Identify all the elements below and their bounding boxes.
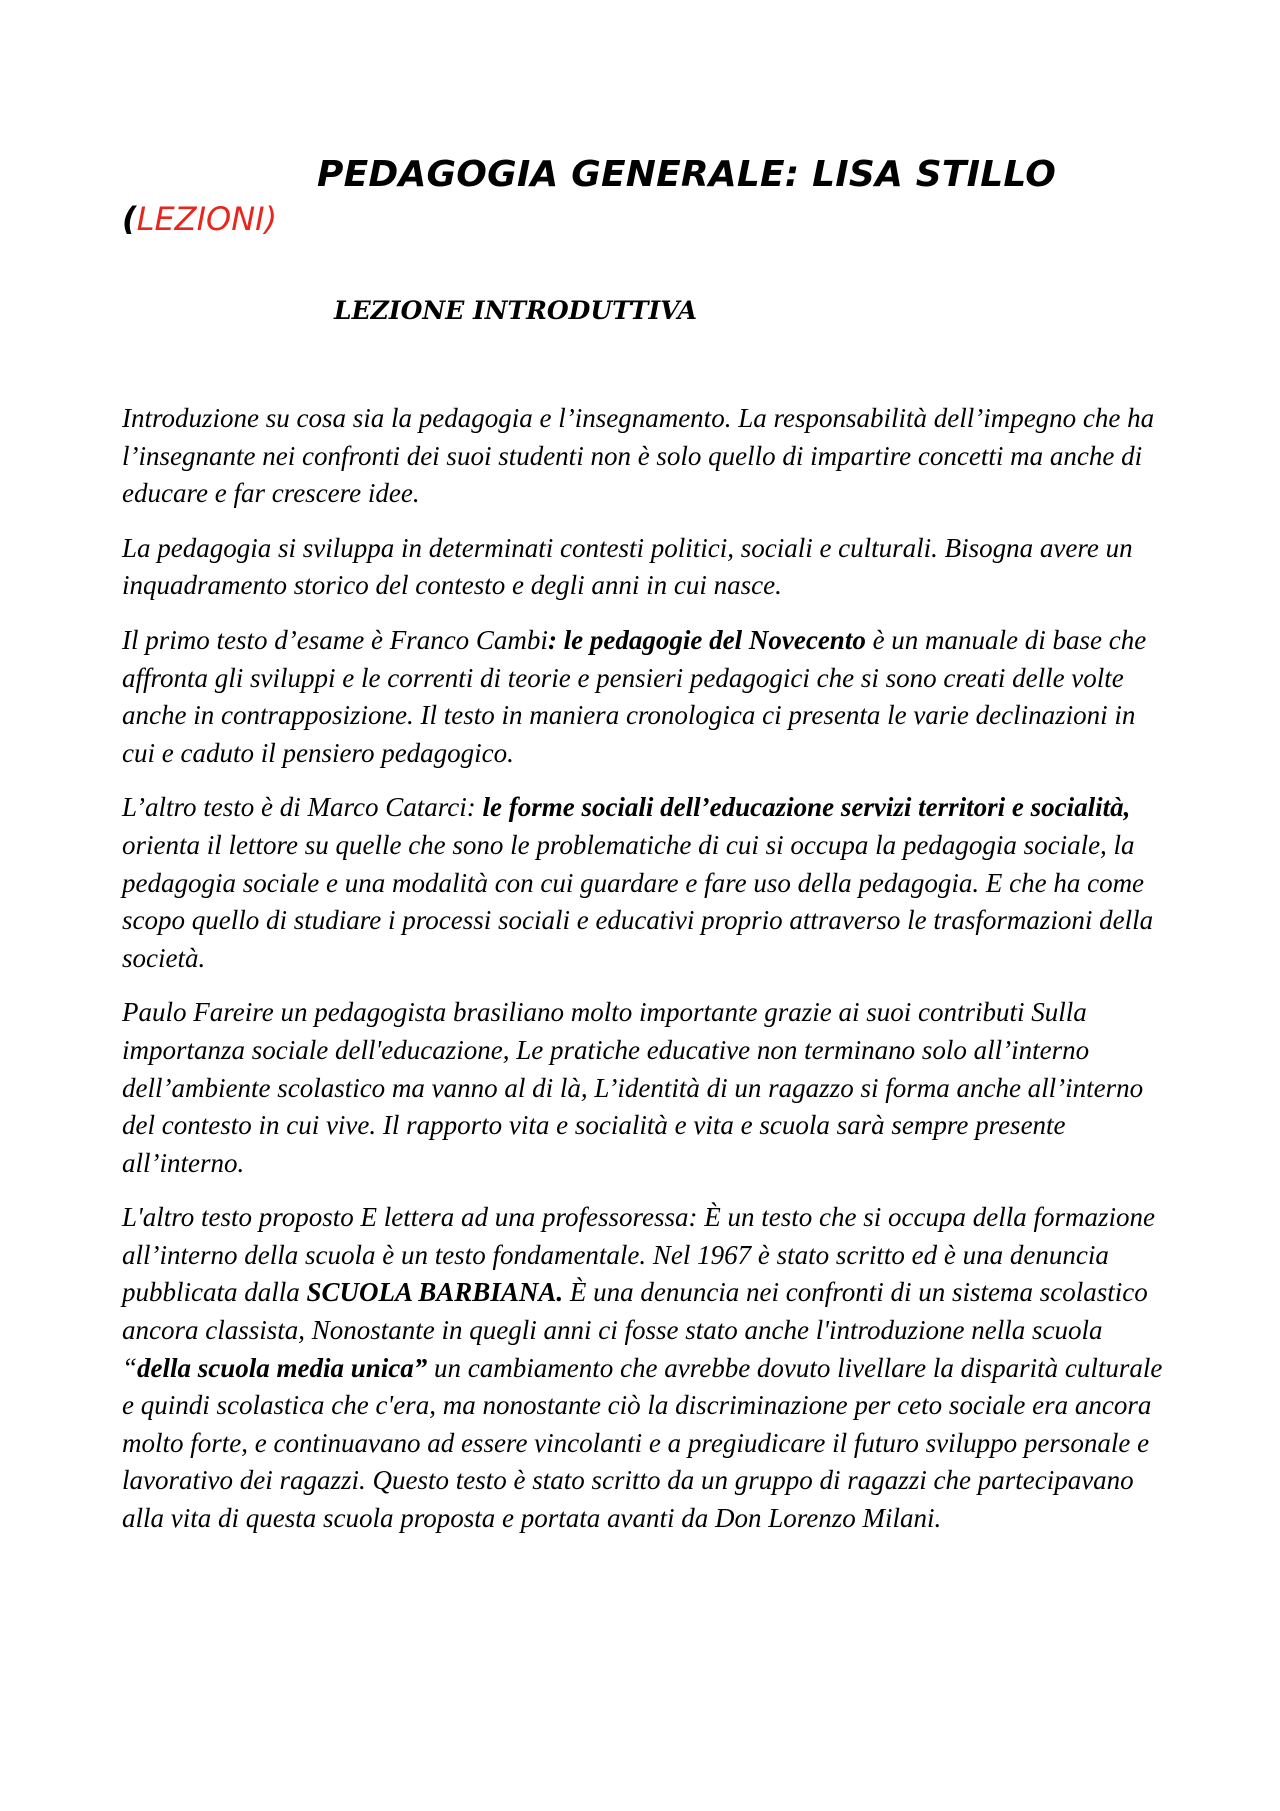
paragraph-5: Paulo Fareire un pedagogista brasiliano molto importante grazie ai suoi contributi Sulla importanza sociale dell'educazione, Le pratiche educative non terminano solo all’interno dell’ambiente scolastico ma vanno al di là, L’identità di un ragazzo si forma anche all’interno del contesto in cui vive. Il rapporto vita e socialità e vita e scuola sarà sempre presente all’interno. — [122, 997, 1144, 1178]
document-title: PEDAGOGIA GENERALE: LISA STILLO — [317, 154, 1057, 195]
document-subtitle — [122, 200, 277, 238]
paragraph-6-middle: È una denuncia nei confronti di un sistema scolastico ancora classista, Nonostante in quegli anni ci fosse stato anche l'introduzione nella scuola “ — [122, 1277, 1148, 1383]
paragraph-4 — [122, 789, 1170, 977]
paragraph-4-rest: orienta il lettore su quelle che sono le problematiche di cui si occupa la pedagogia sociale, la pedagogia sociale e una modalità con cui guardare e fare uso della pedagogia. E che ha come scopo quello di studiare i processi sociali e educativi proprio attraverso le trasformazioni della società. — [122, 829, 1154, 973]
document-body — [122, 400, 1170, 1555]
scuola-media-unica: della scuola media unica” — [137, 1352, 428, 1383]
subtitle-lezioni: LEZIONI) — [136, 200, 278, 238]
paragraph-3-rest: è un manuale di base che affronta gli sviluppi e le correnti di teorie e pensieri pedagogici che si sono creati delle volte anche in contrapposizione. Il testo in maniera cronologica ci presenta le varie declinazioni in cui e caduto il pensiero pedagogico. — [122, 624, 1147, 768]
paragraph-2: La pedagogia si sviluppa in determinati contesti politici, sociali e culturali. Bisogna avere un inquadramento storico del contesto e degli anni in cui nasce. — [122, 532, 1133, 601]
paragraph-6 — [122, 1199, 1170, 1537]
book-title-catarci: le forme sociali dell’educazione servizi territori e socialità, — [482, 792, 1131, 823]
book-title-cambi: : le pedagogie del Novecento — [547, 624, 866, 655]
paragraph-6-intro: L'altro testo proposto E lettera ad una professoressa: È un testo che si occupa della formazione all’interno della scuola è un testo fondamentale. Nel 1967 è stato scritto ed è una denuncia pubblicata dalla — [122, 1202, 1155, 1308]
paragraph-6-rest: un cambiamento che avrebbe dovuto livellare la disparità culturale e quindi scolastica che c'era, ma nonostante ciò la discriminazione per ceto sociale era ancora molto forte, e continuavano ad essere vincolanti e a pregiudicare il futuro sviluppo personale e lavorativo dei ragazzi. Questo testo è stato scritto da un gruppo di ragazzi che partecipavano alla vita di questa scuola proposta e portata avanti da Don Lorenzo Milani. — [122, 1352, 1163, 1534]
scuola-barbiana: SCUOLA BARBIANA. — [306, 1277, 564, 1308]
paragraph-3 — [122, 622, 1170, 772]
lesson-heading: LEZIONE INTRODUTTIVA — [334, 296, 698, 325]
paragraph-4-intro: L’altro testo è di Marco Catarci: — [122, 792, 483, 823]
paragraph-1: Introduzione su cosa sia la pedagogia e l’insegnamento. La responsabilità dell’impegno che ha l’insegnante nei confronti dei suoi studenti non è solo quello di impartire concetti ma anche di educare e far crescere idee. — [122, 403, 1155, 509]
subtitle-open-paren: ( — [122, 200, 137, 238]
paragraph-3-intro: Il primo testo d’esame è Franco Cambi — [122, 624, 548, 655]
